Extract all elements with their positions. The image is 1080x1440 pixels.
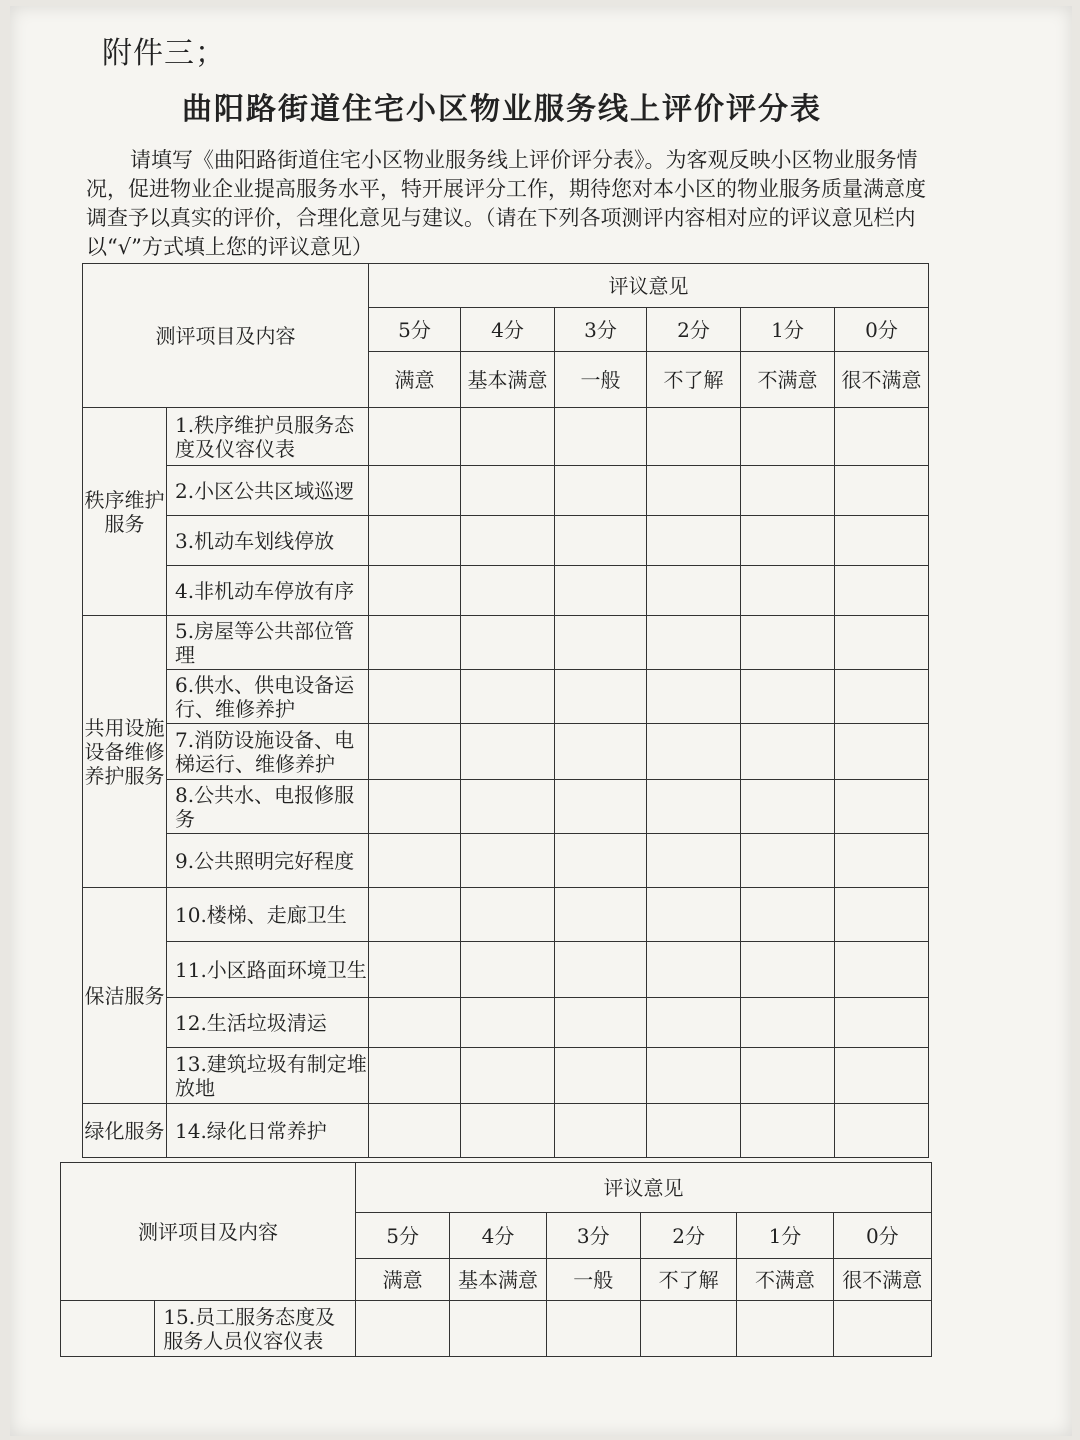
rating-checkbox-cell[interactable]	[369, 566, 461, 616]
rating-checkbox-cell[interactable]	[835, 408, 929, 466]
score-4: 4分	[461, 308, 555, 352]
evaluation-item: 15.员工服务态度及服务人员仪容仪表	[155, 1301, 356, 1357]
table-row	[83, 516, 929, 566]
rating-checkbox-cell[interactable]	[461, 998, 555, 1048]
form-title: 曲阳路街道住宅小区物业服务线上评价评分表	[182, 92, 822, 127]
rating-checkbox-cell[interactable]	[647, 780, 741, 834]
rating-checkbox-cell[interactable]	[741, 408, 835, 466]
rating-checkbox-cell[interactable]	[450, 1301, 546, 1357]
table-row	[83, 780, 929, 834]
rating-checkbox-cell[interactable]	[555, 566, 647, 616]
evaluation-item: 11.小区路面环境卫生	[167, 942, 369, 998]
rating-checkbox-cell[interactable]	[555, 724, 647, 780]
evaluation-item: 9.公共照明完好程度	[167, 834, 369, 888]
evaluation-item: 14.绿化日常养护	[167, 1104, 369, 1158]
score-1: 1分	[741, 308, 835, 352]
rating-checkbox-cell[interactable]	[546, 1301, 640, 1357]
rating-checkbox-cell[interactable]	[555, 670, 647, 724]
rating-checkbox-cell[interactable]	[640, 1301, 736, 1357]
rating-table	[82, 263, 929, 1158]
table-row	[83, 616, 929, 670]
score-2: 2分	[647, 308, 741, 352]
level-average: 一般	[555, 352, 647, 408]
evaluation-item: 8.公共水、电报修服务	[167, 780, 369, 834]
rating-checkbox-cell[interactable]	[369, 616, 461, 670]
rating-checkbox-cell[interactable]	[555, 516, 647, 566]
rating-checkbox-cell[interactable]	[369, 888, 461, 942]
table-row	[83, 998, 929, 1048]
rating-checkbox-cell[interactable]	[555, 834, 647, 888]
score-3: 3分	[546, 1213, 640, 1259]
rating-checkbox-cell[interactable]	[555, 466, 647, 516]
rating-checkbox-cell[interactable]	[741, 998, 835, 1048]
rating-checkbox-cell[interactable]	[835, 942, 929, 998]
score-1: 1分	[737, 1213, 833, 1259]
rating-checkbox-cell[interactable]	[369, 408, 461, 466]
rating-checkbox-cell[interactable]	[741, 724, 835, 780]
rating-checkbox-cell[interactable]	[369, 998, 461, 1048]
header-opinion-label: 评议意见	[356, 1163, 932, 1213]
rating-checkbox-cell[interactable]	[555, 998, 647, 1048]
table-row	[61, 1301, 932, 1357]
evaluation-item: 2.小区公共区域巡逻	[167, 466, 369, 516]
rating-checkbox-cell[interactable]	[369, 834, 461, 888]
rating-checkbox-cell[interactable]	[741, 1048, 835, 1104]
evaluation-item: 10.楼梯、走廊卫生	[167, 888, 369, 942]
rating-checkbox-cell[interactable]	[555, 942, 647, 998]
rating-checkbox-cell[interactable]	[741, 780, 835, 834]
evaluation-item: 1.秩序维护员服务态度及仪容仪表	[167, 408, 369, 466]
level-basically-satisfied: 基本满意	[461, 352, 555, 408]
rating-checkbox-cell[interactable]	[369, 670, 461, 724]
level-satisfied: 满意	[356, 1259, 450, 1301]
annex-label: 附件三；	[102, 36, 226, 71]
table-row	[83, 408, 929, 466]
score-4: 4分	[450, 1213, 546, 1259]
evaluation-item: 7.消防设施设备、电梯运行、维修养护	[167, 724, 369, 780]
level-very-dissatisfied: 很不满意	[835, 352, 929, 408]
rating-checkbox-cell[interactable]	[741, 616, 835, 670]
rating-checkbox-cell[interactable]	[461, 670, 555, 724]
category-cell	[61, 1301, 155, 1357]
rating-checkbox-cell[interactable]	[461, 942, 555, 998]
rating-checkbox-cell[interactable]	[369, 1104, 461, 1158]
score-2: 2分	[640, 1213, 736, 1259]
rating-checkbox-cell[interactable]	[835, 1048, 929, 1104]
rating-checkbox-cell[interactable]	[369, 942, 461, 998]
rating-checkbox-cell[interactable]	[647, 1104, 741, 1158]
rating-checkbox-cell[interactable]	[741, 888, 835, 942]
rating-checkbox-cell[interactable]	[461, 834, 555, 888]
rating-checkbox-cell[interactable]	[741, 942, 835, 998]
rating-checkbox-cell[interactable]	[461, 1104, 555, 1158]
header-opinion-label: 评议意见	[369, 264, 929, 308]
rating-checkbox-cell[interactable]	[555, 1104, 647, 1158]
table-row	[83, 670, 929, 724]
rating-checkbox-cell[interactable]	[835, 566, 929, 616]
rating-checkbox-cell[interactable]	[647, 408, 741, 466]
header-item-label: 测评项目及内容	[83, 264, 369, 408]
rating-checkbox-cell[interactable]	[835, 466, 929, 516]
rating-checkbox-cell[interactable]	[461, 1048, 555, 1104]
rating-checkbox-cell[interactable]	[647, 998, 741, 1048]
rating-checkbox-cell[interactable]	[647, 942, 741, 998]
rating-checkbox-cell[interactable]	[741, 516, 835, 566]
rating-checkbox-cell[interactable]	[835, 670, 929, 724]
rating-checkbox-cell[interactable]	[647, 670, 741, 724]
rating-checkbox-cell[interactable]	[461, 466, 555, 516]
evaluation-item: 6.供水、供电设备运行、维修养护	[167, 670, 369, 724]
rating-checkbox-cell[interactable]	[369, 780, 461, 834]
rating-checkbox-cell[interactable]	[647, 616, 741, 670]
rating-checkbox-cell[interactable]	[356, 1301, 450, 1357]
category-cell: 共用设施设备维修养护服务	[83, 616, 167, 888]
rating-checkbox-cell[interactable]	[647, 834, 741, 888]
rating-checkbox-cell[interactable]	[741, 566, 835, 616]
rating-checkbox-cell[interactable]	[461, 616, 555, 670]
evaluation-item: 3.机动车划线停放	[167, 516, 369, 566]
score-5: 5分	[369, 308, 461, 352]
evaluation-item: 13.建筑垃圾有制定堆放地	[167, 1048, 369, 1104]
category-cell: 绿化服务	[83, 1104, 167, 1158]
rating-checkbox-cell[interactable]	[835, 780, 929, 834]
rating-checkbox-cell[interactable]	[737, 1301, 833, 1357]
rating-checkbox-cell[interactable]	[835, 1104, 929, 1158]
rating-checkbox-cell[interactable]	[647, 888, 741, 942]
rating-checkbox-cell[interactable]	[369, 724, 461, 780]
rating-checkbox-cell[interactable]	[461, 780, 555, 834]
table-row	[83, 466, 929, 516]
rating-checkbox-cell[interactable]	[835, 724, 929, 780]
rating-checkbox-cell[interactable]	[461, 888, 555, 942]
rating-checkbox-cell[interactable]	[835, 888, 929, 942]
rating-checkbox-cell[interactable]	[833, 1301, 931, 1357]
intro-paragraph: 请填写《曲阳路街道住宅小区物业服务线上评价评分表》。为客观反映小区物业服务情况，促进物业企业提高服务水平，特开展评分工作，期待您对本小区的物业服务质量满意度调查予以真实的评价，合理化意见与建议。（请在下列各项测评内容相对应的评议意见栏内以“√”方式填上您的评议意见）	[86, 148, 926, 259]
evaluation-item: 5.房屋等公共部位管理	[167, 616, 369, 670]
rating-checkbox-cell[interactable]	[741, 1104, 835, 1158]
table-row	[83, 834, 929, 888]
rating-checkbox-cell[interactable]	[741, 466, 835, 516]
level-unknown: 不了解	[640, 1259, 736, 1301]
category-cell: 保洁服务	[83, 888, 167, 1104]
rating-checkbox-cell[interactable]	[555, 1048, 647, 1104]
rating-checkbox-cell[interactable]	[369, 1048, 461, 1104]
rating-checkbox-cell[interactable]	[647, 724, 741, 780]
rating-checkbox-cell[interactable]	[555, 780, 647, 834]
level-average: 一般	[546, 1259, 640, 1301]
rating-checkbox-cell[interactable]	[835, 616, 929, 670]
score-5: 5分	[356, 1213, 450, 1259]
table-row	[83, 566, 929, 616]
level-very-dissatisfied: 很不满意	[833, 1259, 931, 1301]
evaluation-item: 4.非机动车停放有序	[167, 566, 369, 616]
rating-checkbox-cell[interactable]	[369, 466, 461, 516]
rating-checkbox-cell[interactable]	[647, 466, 741, 516]
rating-checkbox-cell[interactable]	[647, 566, 741, 616]
rating-checkbox-cell[interactable]	[835, 834, 929, 888]
rating-checkbox-cell[interactable]	[555, 616, 647, 670]
score-3: 3分	[555, 308, 647, 352]
table-row	[83, 724, 929, 780]
table-row	[83, 888, 929, 942]
evaluation-item: 12.生活垃圾清运	[167, 998, 369, 1048]
rating-checkbox-cell[interactable]	[369, 516, 461, 566]
level-unknown: 不了解	[647, 352, 741, 408]
score-0: 0分	[833, 1213, 931, 1259]
rating-checkbox-cell[interactable]	[461, 516, 555, 566]
table-row	[83, 1048, 929, 1104]
rating-checkbox-cell[interactable]	[741, 834, 835, 888]
rating-table-continued	[60, 1162, 932, 1357]
level-satisfied: 满意	[369, 352, 461, 408]
rating-checkbox-cell[interactable]	[835, 998, 929, 1048]
rating-checkbox-cell[interactable]	[555, 888, 647, 942]
level-dissatisfied: 不满意	[741, 352, 835, 408]
rating-checkbox-cell[interactable]	[835, 516, 929, 566]
score-0: 0分	[835, 308, 929, 352]
table-row	[83, 1104, 929, 1158]
rating-checkbox-cell[interactable]	[647, 516, 741, 566]
header-item-label: 测评项目及内容	[61, 1163, 356, 1301]
category-cell: 秩序维护服务	[83, 408, 167, 616]
level-basically-satisfied: 基本满意	[450, 1259, 546, 1301]
rating-checkbox-cell[interactable]	[741, 670, 835, 724]
rating-checkbox-cell[interactable]	[647, 1048, 741, 1104]
rating-checkbox-cell[interactable]	[461, 408, 555, 466]
level-dissatisfied: 不满意	[737, 1259, 833, 1301]
rating-checkbox-cell[interactable]	[461, 724, 555, 780]
rating-checkbox-cell[interactable]	[461, 566, 555, 616]
rating-checkbox-cell[interactable]	[555, 408, 647, 466]
table-row	[83, 942, 929, 998]
